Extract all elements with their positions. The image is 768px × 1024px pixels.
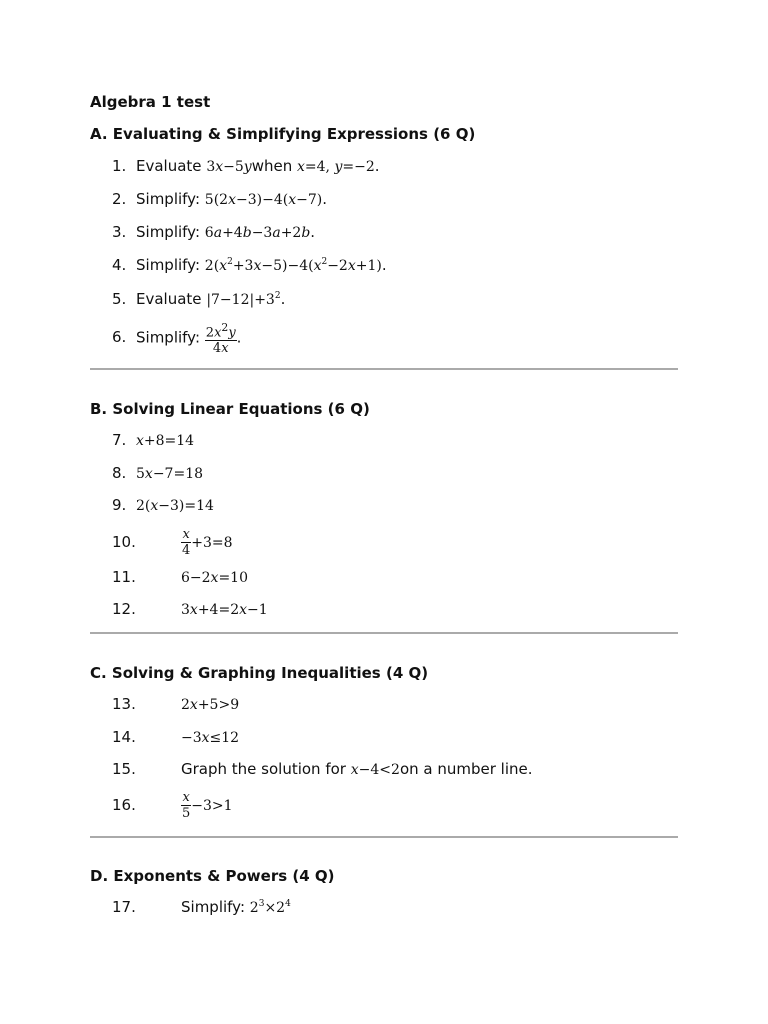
equation: 5x−7=18 bbox=[136, 466, 204, 482]
section-c-questions bbox=[90, 694, 678, 822]
equation-fraction: $\frac{x}{4}$ bbox=[182, 527, 191, 558]
question-12: 12. 3x+4=2x−1 bbox=[112, 600, 268, 618]
question-9: 9. 2(x−3)=14 bbox=[112, 496, 214, 514]
question-13: 13. 2x+5>9 bbox=[112, 695, 240, 713]
equation: 6−2x=10 bbox=[181, 570, 248, 586]
question-1: 1. Evaluate 3x−5ywhen x=4, y=−2. bbox=[112, 157, 380, 175]
question-17: 17. Simplify: $2^3\times 2^4$ bbox=[112, 898, 291, 916]
expression-fraction: $\frac{2x^2y}{4x}$ bbox=[205, 321, 236, 357]
expression: 3x−5y bbox=[206, 159, 252, 175]
question-8: 8. 5x−7=18 bbox=[112, 464, 204, 482]
section-d-questions bbox=[90, 897, 678, 918]
question-3: 3. Simplify: 6a+4b−3a+2b. bbox=[112, 223, 316, 241]
expression: $|7-12|+3^2$ bbox=[206, 291, 281, 308]
condition: x=4, y=−2 bbox=[297, 159, 375, 175]
inequality: 2x+5>9 bbox=[181, 697, 240, 713]
question-6: 6. Simplify: $\frac{2x^2y}{4x}$ . bbox=[112, 321, 242, 357]
section-b-questions bbox=[90, 430, 678, 620]
question-16: 16. $\frac{x}{5}$ −3>1 bbox=[112, 790, 233, 821]
expression: $2(x^2+3x-5)-4(x^2-2x+1)$ bbox=[204, 257, 382, 274]
section-d-title: D. Exponents & Powers (4 Q) bbox=[90, 867, 335, 885]
inequality: −3>1 bbox=[191, 798, 233, 814]
question-15: 15. Graph the solution for x−4<2on a number line. bbox=[112, 760, 533, 778]
section-c-title: C. Solving & Graphing Inequalities (4 Q) bbox=[90, 664, 429, 682]
question-2: 2. Simplify: 5(2x−3)−4(x−7). bbox=[112, 190, 327, 208]
question-10: 10. $\frac{x}{4}$ +3=8 bbox=[112, 527, 233, 558]
question-5: 5. Evaluate $|7-12|+3^2$. bbox=[112, 290, 286, 308]
question-14: 14. −3x≤12 bbox=[112, 728, 240, 746]
inequality: −3x≤12 bbox=[181, 730, 240, 746]
inequality-fraction: $\frac{x}{5}$ bbox=[182, 790, 191, 821]
section-a-title: A. Evaluating & Simplifying Expressions (6 Q) bbox=[90, 125, 476, 143]
test-page bbox=[90, 92, 678, 918]
expression: 6a+4b−3a+2b bbox=[204, 225, 311, 241]
question-4: 4. Simplify: $2(x^2+3x-5)-4(x^2-2x+1)$. bbox=[112, 256, 387, 274]
equation: 3x+4=2x−1 bbox=[181, 602, 268, 618]
expression: 5(2x−3)−4(x−7) bbox=[204, 192, 323, 208]
section-a-questions bbox=[90, 156, 678, 357]
section-divider bbox=[90, 632, 678, 634]
document-title: Algebra 1 test bbox=[90, 93, 211, 111]
equation: x+8=14 bbox=[136, 433, 195, 449]
question-7: 7. x+8=14 bbox=[112, 431, 195, 449]
equation: +3=8 bbox=[191, 535, 233, 551]
equation: 2(x−3)=14 bbox=[136, 498, 214, 514]
inequality: x−4<2 bbox=[350, 762, 400, 778]
section-b-title: B. Solving Linear Equations (6 Q) bbox=[90, 400, 370, 418]
section-divider bbox=[90, 368, 678, 370]
expression: $2^3\times 2^4$ bbox=[249, 899, 291, 916]
section-divider bbox=[90, 836, 678, 838]
question-11: 11. 6−2x=10 bbox=[112, 568, 248, 586]
